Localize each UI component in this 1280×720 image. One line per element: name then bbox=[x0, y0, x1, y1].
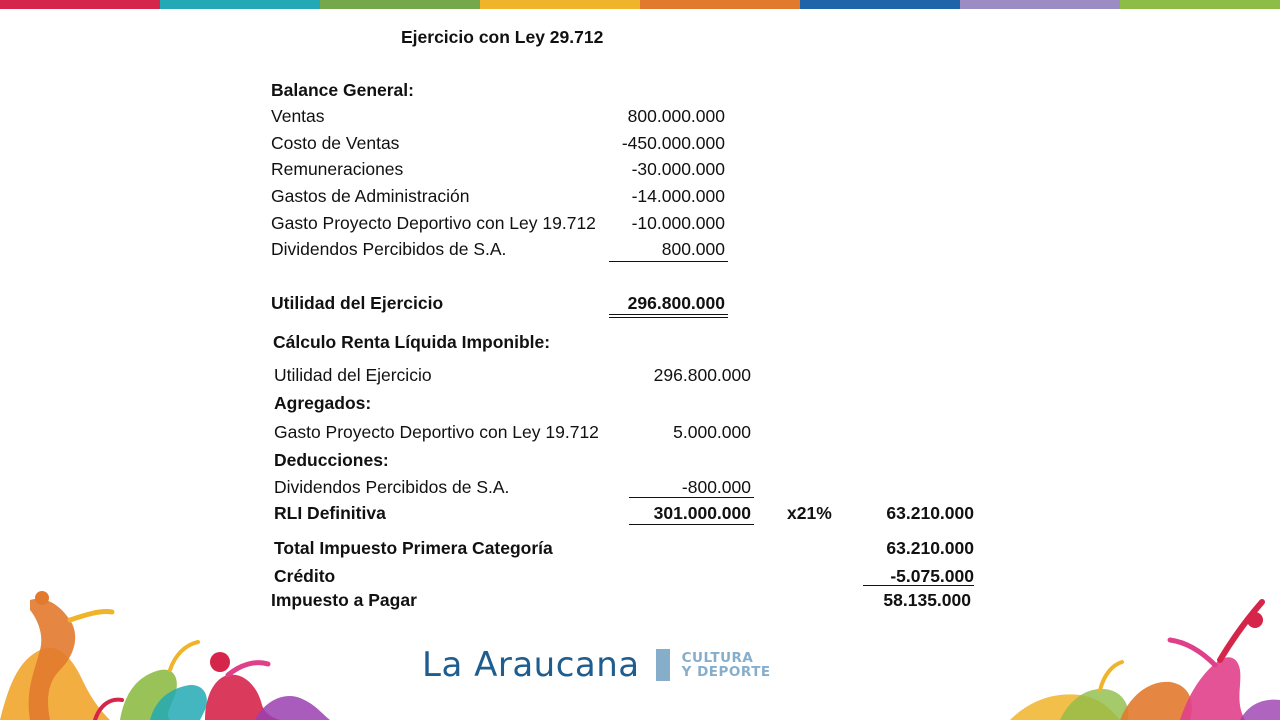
credito-label: Crédito bbox=[274, 566, 336, 586]
tax-amount: 63.210.000 bbox=[886, 503, 974, 523]
deduccion-item-label: Dividendos Percibidos de S.A. bbox=[274, 477, 510, 497]
logo-sub-line: CULTURA bbox=[681, 650, 754, 666]
impuesto-pagar-label: Impuesto a Pagar bbox=[271, 590, 417, 610]
agregado-item-label: Gasto Proyecto Deportivo con Ley 19.712 bbox=[274, 422, 599, 442]
dancers-left-decoration bbox=[0, 580, 340, 720]
rli-definitiva-label: RLI Definitiva bbox=[274, 503, 386, 523]
tax-rate: x21% bbox=[787, 503, 832, 523]
balance-row-value: 800.000.000 bbox=[627, 106, 725, 126]
rli-utilidad-value: 296.800.000 bbox=[653, 365, 751, 385]
balance-row-label: Remuneraciones bbox=[271, 159, 404, 179]
balance-row-label: Costo de Ventas bbox=[271, 133, 400, 153]
balance-heading: Balance General: bbox=[271, 80, 414, 100]
logo-sub-line: Y DEPORTE bbox=[681, 664, 771, 680]
agregado-item-value: 5.000.000 bbox=[673, 422, 751, 442]
balance-row-label: Ventas bbox=[271, 106, 325, 126]
utilidad-label: Utilidad del Ejercicio bbox=[271, 293, 444, 313]
total-impuesto-label: Total Impuesto Primera Categoría bbox=[274, 538, 553, 558]
stripe bbox=[960, 0, 1120, 9]
credito-rule bbox=[863, 585, 974, 586]
logo-name: La Araucana bbox=[422, 645, 640, 685]
stripe bbox=[1120, 0, 1280, 9]
stripe bbox=[480, 0, 640, 9]
total-impuesto-value: 63.210.000 bbox=[886, 538, 974, 558]
deducciones-heading: Deducciones: bbox=[274, 450, 389, 470]
balance-row-label: Gasto Proyecto Deportivo con Ley 19.712 bbox=[271, 213, 596, 233]
stripe bbox=[800, 0, 960, 9]
rli-subtotal-rule bbox=[629, 497, 754, 498]
stripe bbox=[160, 0, 320, 9]
balance-row-value: -10.000.000 bbox=[631, 213, 725, 233]
balance-row-value: -14.000.000 bbox=[631, 186, 725, 206]
stripe bbox=[0, 0, 160, 9]
total-double-rule bbox=[609, 314, 728, 318]
deduccion-item-value: -800.000 bbox=[681, 477, 751, 497]
balance-row-value: 800.000 bbox=[661, 239, 725, 259]
dancers-right-decoration bbox=[1000, 580, 1280, 720]
rli-heading: Cálculo Renta Líquida Imponible: bbox=[273, 332, 551, 352]
balance-row-label: Dividendos Percibidos de S.A. bbox=[271, 239, 507, 259]
agregados-heading: Agregados: bbox=[274, 393, 372, 413]
slide-title: Ejercicio con Ley 29.712 bbox=[401, 27, 604, 47]
subtotal-rule bbox=[609, 261, 728, 262]
rli-utilidad-label: Utilidad del Ejercicio bbox=[274, 365, 432, 385]
impuesto-pagar-value: 58.135.000 bbox=[883, 590, 971, 610]
balance-row-label: Gastos de Administración bbox=[271, 186, 470, 206]
balance-row-value: -450.000.000 bbox=[621, 133, 725, 153]
la-araucana-logo bbox=[422, 640, 771, 690]
credito-value: -5.075.000 bbox=[890, 566, 974, 586]
utilidad-value: 296.800.000 bbox=[627, 293, 725, 313]
rli-total-rule bbox=[629, 524, 754, 525]
rli-definitiva-value: 301.000.000 bbox=[653, 503, 751, 523]
stripe bbox=[320, 0, 480, 9]
balance-row-value: -30.000.000 bbox=[631, 159, 725, 179]
top-color-stripes bbox=[0, 0, 1280, 9]
logo-subtitle bbox=[682, 651, 771, 679]
logo-divider bbox=[656, 649, 670, 681]
stripe bbox=[640, 0, 800, 9]
